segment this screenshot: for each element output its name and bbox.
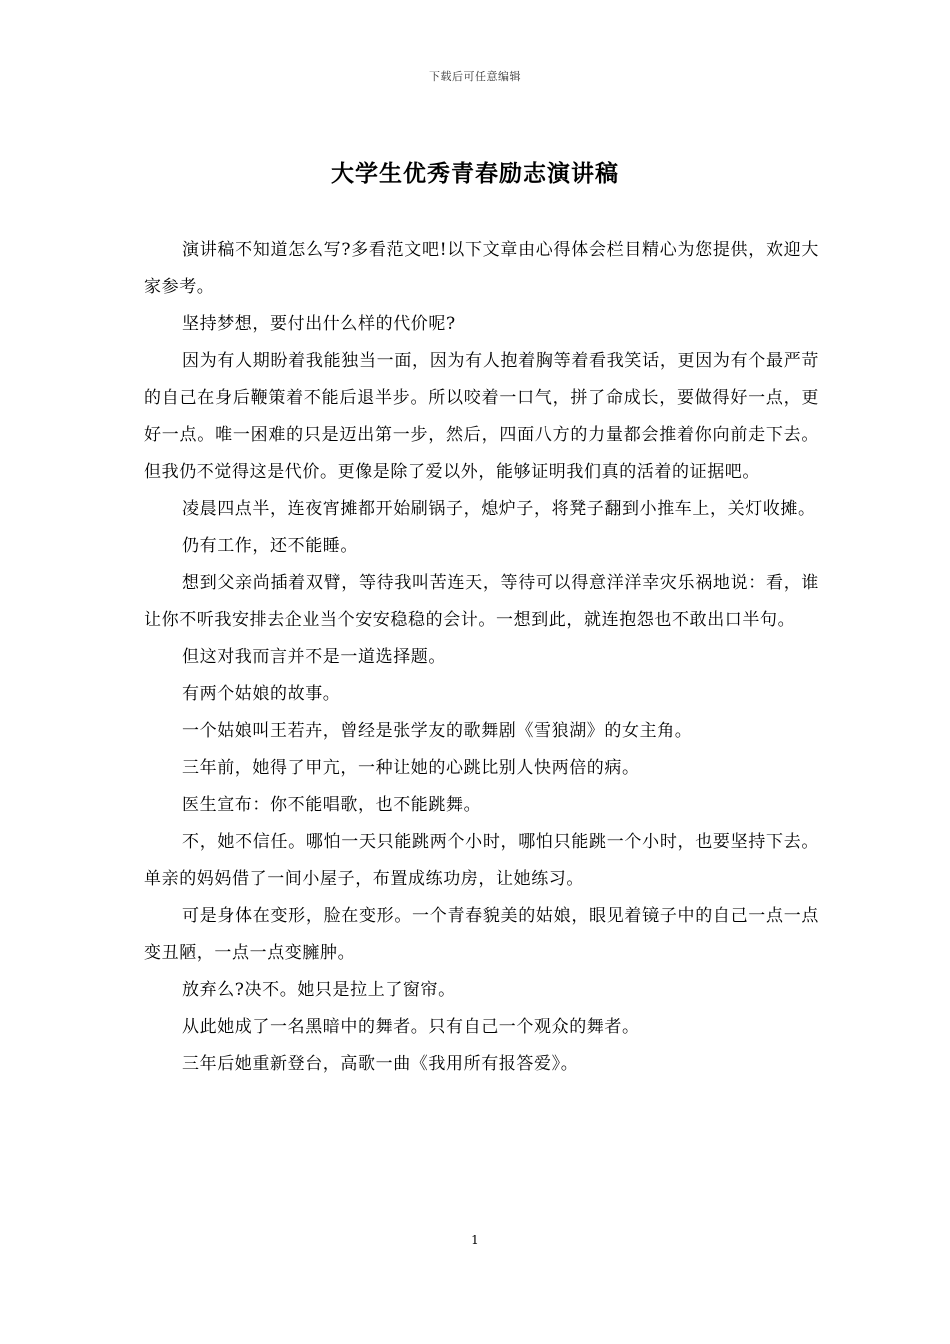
paragraph: 因为有人期盼着我能独当一面，因为有人抱着胸等着看我笑话，更因为有个最严苛的自己在身后鞭策着不能后退半步。所以咬着一口气，拼了命成长，要做得好一点，更好一点。唯一困难的只是迈出第一步，然后，四面八方的力量都会推着你向前走下去。但我仍不觉得这是代价。更像是除了爱以外，能够证明我们真的活着的证据吧。 [144,351,819,482]
document-body [144,232,819,1083]
paragraph: 想到父亲尚插着双臂，等待我叫苦连天，等待可以得意洋洋幸灾乐祸地说：看，谁让你不听我安排去企业当个安安稳稳的会计。一想到此，就连抱怨也不敢出口半句。 [144,573,819,630]
paragraph: 仍有工作，还不能睡。 [182,536,358,556]
header-note: 下载后可任意编辑 [429,70,521,83]
paragraph: 有两个姑娘的故事。 [182,684,341,704]
page-number: 1 [471,1233,479,1247]
paragraph: 一个姑娘叫王若卉，曾经是张学友的歌舞剧《雪狼湖》的女主角。 [182,721,693,741]
paragraph: 凌晨四点半，连夜宵摊都开始刷锅子，熄炉子，将凳子翻到小推车上，关灯收摊。 [182,499,816,519]
paragraph: 但这对我而言并不是一道选择题。 [182,647,446,667]
document-title: 大学生优秀青春励志演讲稿 [331,161,619,187]
paragraph: 演讲稿不知道怎么写?多看范文吧!以下文章由心得体会栏目精心为您提供，欢迎大家参考。 [144,240,819,297]
paragraph: 从此她成了一名黑暗中的舞者。只有自己一个观众的舞者。 [182,1017,640,1037]
paragraph: 三年前，她得了甲亢，一种让她的心跳比别人快两倍的病。 [182,758,640,778]
paragraph: 可是身体在变形，脸在变形。一个青春貌美的姑娘，眼见着镜子中的自己一点一点变丑陋，一点一点变臃肿。 [144,906,819,963]
paragraph: 医生宣布：你不能唱歌，也不能跳舞。 [182,795,482,815]
paragraph: 不，她不信任。哪怕一天只能跳两个小时，哪怕只能跳一个小时，也要坚持下去。单亲的妈妈借了一间小屋子，布置成练功房，让她练习。 [144,832,819,889]
paragraph: 坚持梦想，要付出什么样的代价呢? [182,314,456,334]
paragraph: 放弃么?决不。她只是拉上了窗帘。 [182,980,456,1000]
paragraph: 三年后她重新登台，高歌一曲《我用所有报答爱》。 [182,1054,579,1074]
